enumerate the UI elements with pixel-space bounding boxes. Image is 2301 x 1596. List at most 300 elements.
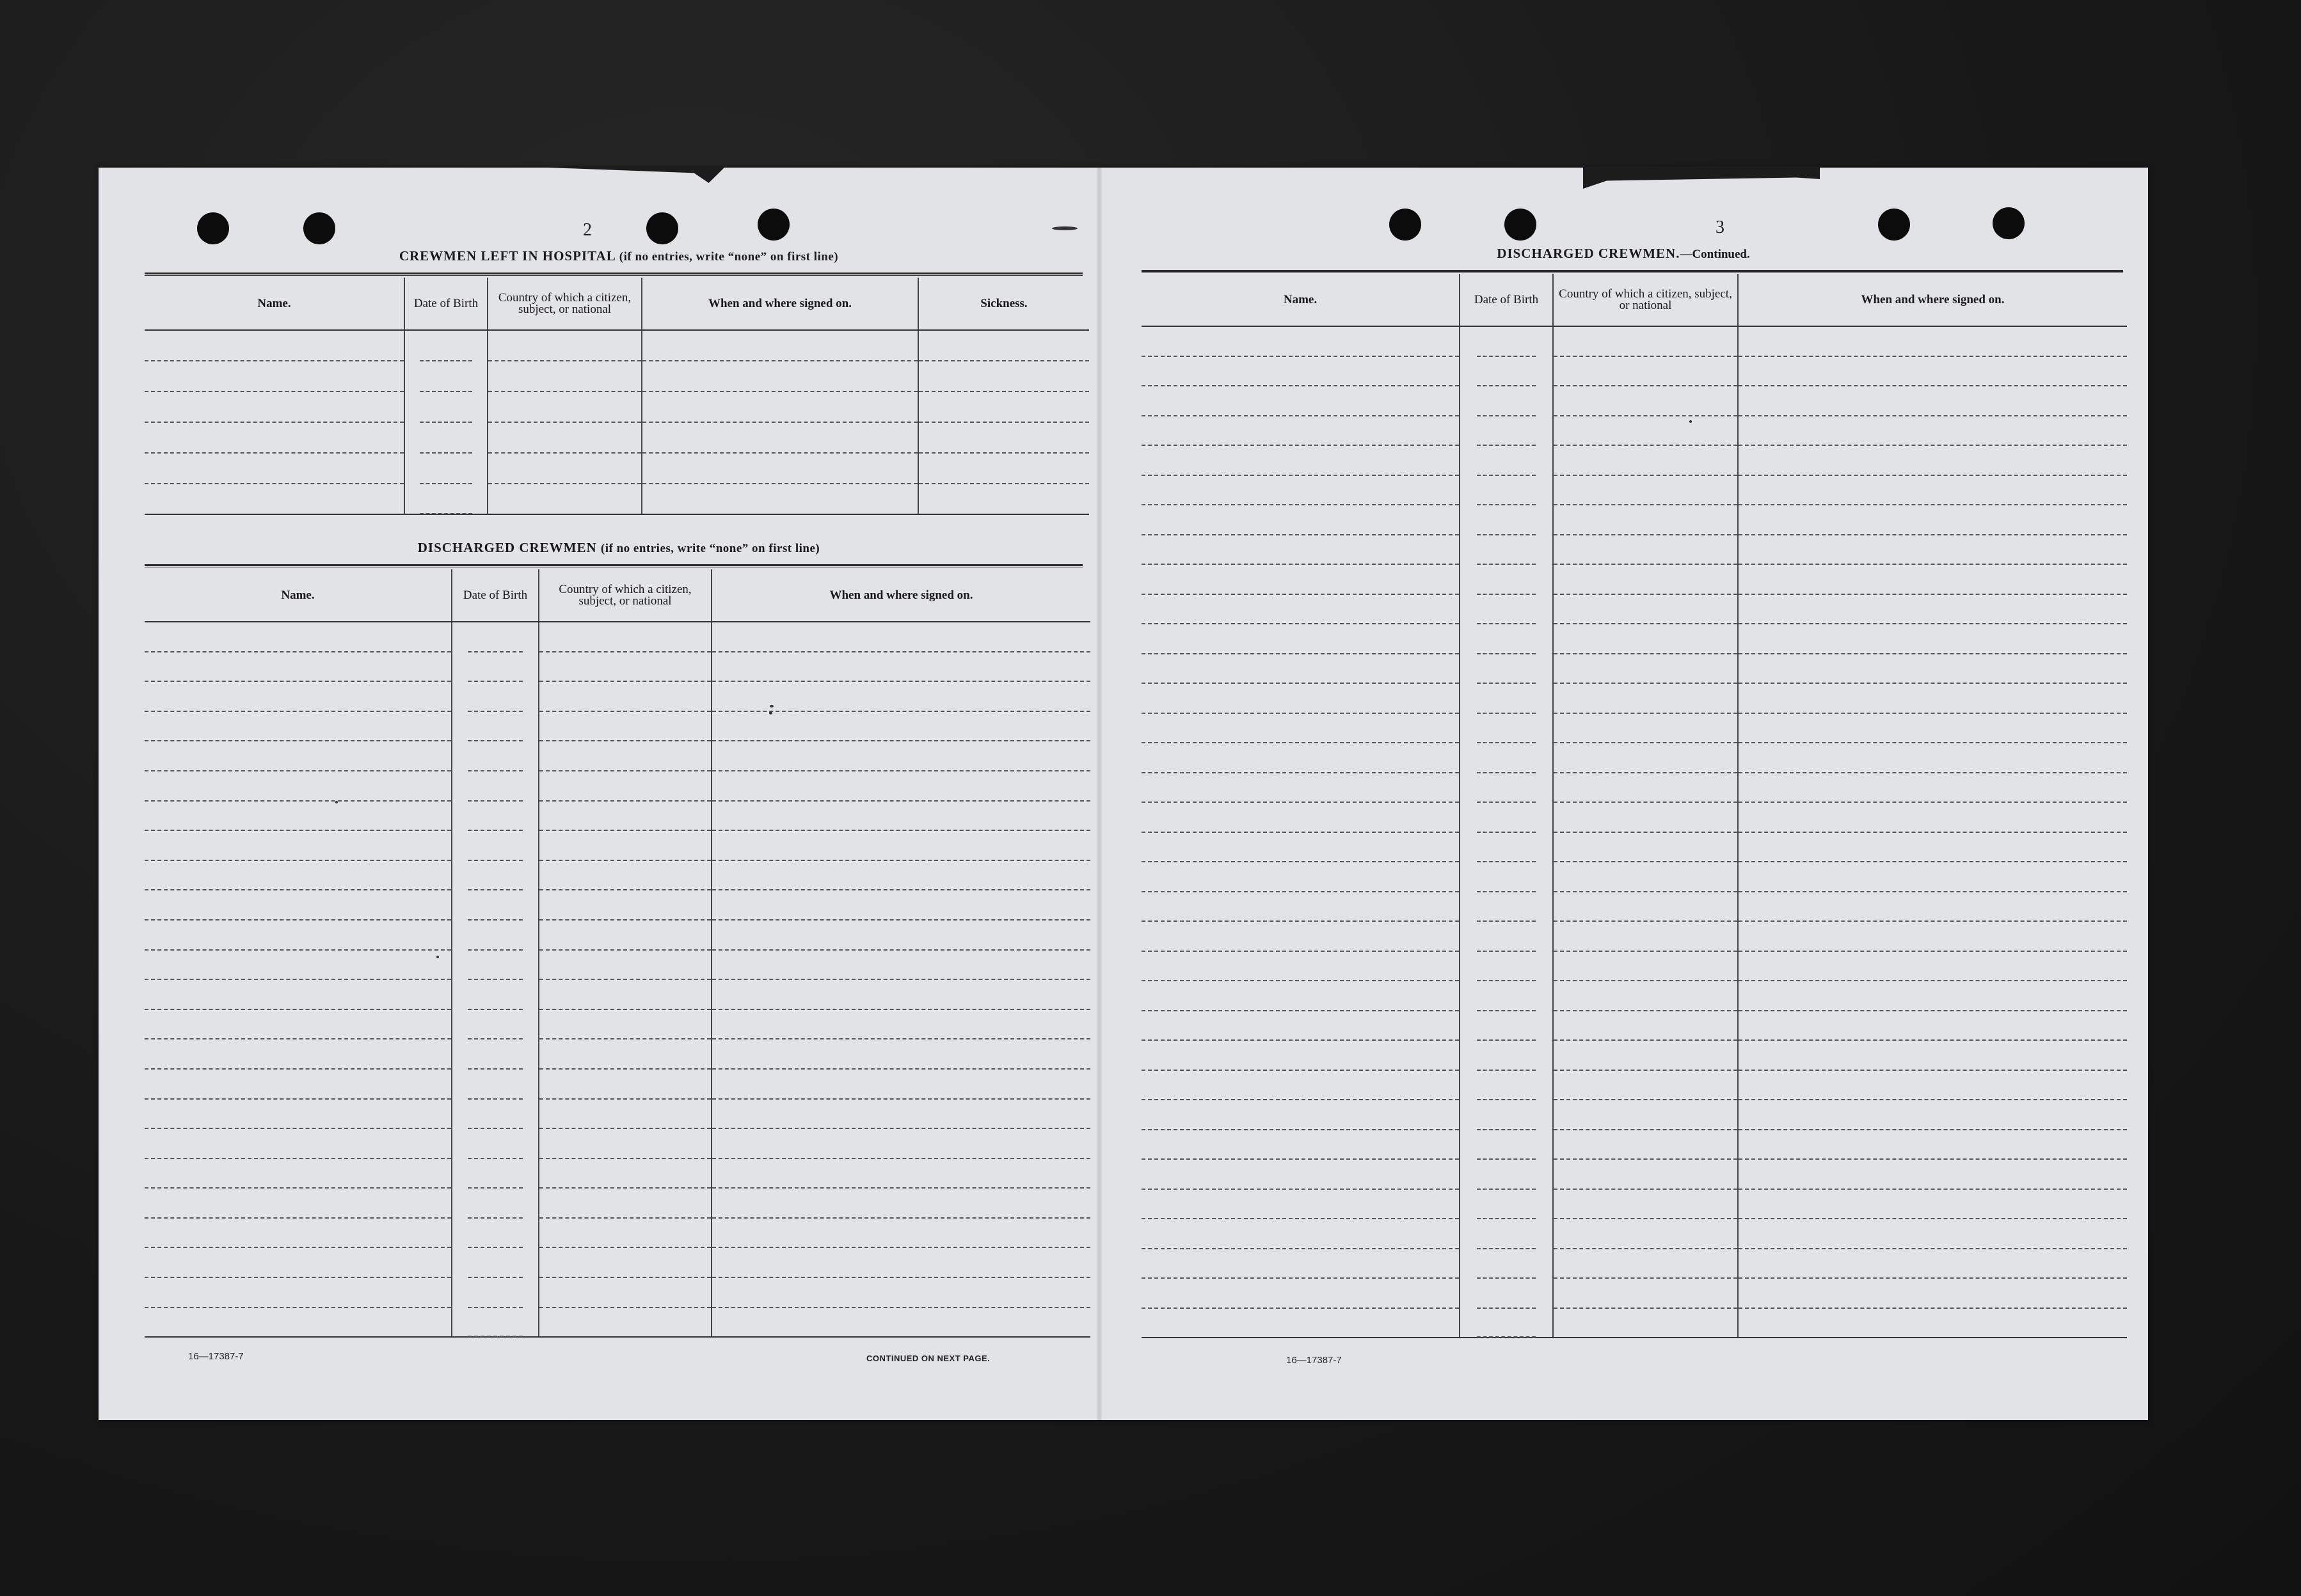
discharged-table <box>145 569 1090 1338</box>
continued-cell[interactable] <box>1142 981 1460 1011</box>
continued-cell[interactable] <box>1460 951 1553 981</box>
continued-cell[interactable] <box>1460 624 1553 654</box>
discharged-cell[interactable] <box>145 979 452 1009</box>
discharged-cell[interactable] <box>712 950 1090 980</box>
continued-cell[interactable] <box>1553 624 1738 654</box>
continued-cell[interactable] <box>1553 1159 1738 1189</box>
discharged-col-dob: Date of Birth <box>452 569 539 622</box>
continued-cell[interactable] <box>1460 1011 1553 1041</box>
hospital-cell[interactable] <box>145 453 404 484</box>
continued-cell[interactable] <box>1553 743 1738 773</box>
discharged-cell[interactable] <box>712 979 1090 1009</box>
hospital-cell[interactable] <box>918 330 1089 361</box>
discharged-cell[interactable] <box>712 1128 1090 1158</box>
continued-cell[interactable] <box>1142 802 1460 832</box>
continued-cell[interactable] <box>1738 594 2127 624</box>
continued-cell[interactable] <box>1738 802 2127 832</box>
discharged-cell[interactable] <box>145 1099 452 1129</box>
continued-cell[interactable] <box>1142 892 1460 922</box>
continued-cell[interactable] <box>1142 862 1460 892</box>
discharged-cell[interactable] <box>712 1009 1090 1039</box>
discharged-cell[interactable] <box>145 1128 452 1158</box>
hospital-title-rule <box>145 273 1083 276</box>
hospital-cell[interactable] <box>488 422 642 453</box>
discharged-cell[interactable] <box>712 711 1090 741</box>
discharged-cell[interactable] <box>452 1158 539 1189</box>
discharged-cell[interactable] <box>145 681 452 711</box>
continued-cell[interactable] <box>1553 1070 1738 1100</box>
hospital-cell[interactable] <box>642 391 918 422</box>
continued-cell[interactable] <box>1142 326 1460 356</box>
discharged-cell[interactable] <box>712 771 1090 801</box>
discharged-continued-label: —Continued. <box>1680 248 1750 261</box>
discharged-cell[interactable] <box>452 920 539 950</box>
continued-cell[interactable] <box>1460 356 1553 386</box>
scan-speck <box>436 956 439 958</box>
continued-cell[interactable] <box>1738 862 2127 892</box>
continued-cell[interactable] <box>1460 594 1553 624</box>
hospital-cell[interactable] <box>404 453 488 484</box>
discharged-cell[interactable] <box>712 681 1090 711</box>
continued-cell[interactable] <box>1142 1308 1460 1338</box>
continued-cell[interactable] <box>1460 1070 1553 1100</box>
hospital-cell[interactable] <box>642 484 918 514</box>
discharged-cell[interactable] <box>145 801 452 831</box>
discharged-cell[interactable] <box>145 860 452 890</box>
continued-cell[interactable] <box>1738 386 2127 416</box>
discharged-cell[interactable] <box>452 860 539 890</box>
continued-cell[interactable] <box>1553 1278 1738 1308</box>
continued-cell[interactable] <box>1738 445 2127 475</box>
continued-cell[interactable] <box>1738 624 2127 654</box>
discharged-cell[interactable] <box>539 801 712 831</box>
continued-cell[interactable] <box>1738 1100 2127 1130</box>
page-number: 2 <box>583 220 592 240</box>
continued-cell[interactable] <box>1142 1070 1460 1100</box>
discharged-cell[interactable] <box>712 1069 1090 1099</box>
discharged-cell[interactable] <box>145 1188 452 1218</box>
continued-cell[interactable] <box>1142 356 1460 386</box>
discharged-cell[interactable] <box>145 920 452 950</box>
continued-cell[interactable] <box>1460 713 1553 743</box>
continued-cell[interactable] <box>1738 535 2127 565</box>
continued-cell[interactable] <box>1738 1219 2127 1249</box>
hospital-cell[interactable] <box>404 422 488 453</box>
discharged-cell[interactable] <box>145 890 452 920</box>
discharged-cell[interactable] <box>145 1308 452 1338</box>
hospital-cell[interactable] <box>145 330 404 361</box>
discharged-cell[interactable] <box>539 1188 712 1218</box>
continued-cell[interactable] <box>1553 1100 1738 1130</box>
discharged-cell[interactable] <box>452 1099 539 1129</box>
discharged-cell[interactable] <box>145 830 452 860</box>
discharged-cell[interactable] <box>145 1069 452 1099</box>
discharged-cell[interactable] <box>145 1247 452 1277</box>
continued-cell[interactable] <box>1553 1189 1738 1219</box>
discharged-cell[interactable] <box>539 1128 712 1158</box>
discharged-cell[interactable] <box>712 652 1090 682</box>
hospital-cell[interactable] <box>145 361 404 391</box>
discharged-cell[interactable] <box>452 1069 539 1099</box>
discharged-cell[interactable] <box>539 1039 712 1069</box>
discharged-title-text: DISCHARGED CREWMEN <box>417 540 597 555</box>
hospital-table <box>145 278 1089 515</box>
continued-cell[interactable] <box>1553 416 1738 446</box>
hospital-cell[interactable] <box>488 453 642 484</box>
continued-cell[interactable] <box>1738 475 2127 505</box>
discharged-continued-table <box>1142 274 2127 1338</box>
form-spread <box>99 168 2148 1420</box>
continued-cell[interactable] <box>1738 654 2127 684</box>
continued-cell[interactable] <box>1142 445 1460 475</box>
continued-cell[interactable] <box>1460 683 1553 713</box>
continued-cell[interactable] <box>1460 1189 1553 1219</box>
continued-cell[interactable] <box>1460 416 1553 446</box>
discharged-cell[interactable] <box>539 652 712 682</box>
discharged-cell[interactable] <box>539 1218 712 1248</box>
scan-speck <box>1052 226 1078 230</box>
continued-cell[interactable] <box>1460 535 1553 565</box>
discharged-cell[interactable] <box>145 771 452 801</box>
continued-cell[interactable] <box>1738 892 2127 922</box>
continued-cell[interactable] <box>1142 475 1460 505</box>
continued-cell[interactable] <box>1553 892 1738 922</box>
continued-cell[interactable] <box>1738 981 2127 1011</box>
continued-cell[interactable] <box>1553 356 1738 386</box>
discharged-cell[interactable] <box>539 920 712 950</box>
continued-cell[interactable] <box>1142 594 1460 624</box>
form-code: 16—17387-7 <box>188 1351 244 1362</box>
continued-cell[interactable] <box>1460 1040 1553 1070</box>
continued-cell[interactable] <box>1142 743 1460 773</box>
continued-cell[interactable] <box>1142 386 1460 416</box>
discharged-cell[interactable] <box>712 1277 1090 1308</box>
continued-cell[interactable] <box>1460 475 1553 505</box>
discharged-cell[interactable] <box>712 1247 1090 1277</box>
discharged-cell[interactable] <box>452 1039 539 1069</box>
continued-cell[interactable] <box>1553 386 1738 416</box>
continued-cell[interactable] <box>1553 981 1738 1011</box>
hospital-cell[interactable] <box>404 391 488 422</box>
discharged-cell[interactable] <box>712 622 1090 652</box>
discharged-cell[interactable] <box>539 771 712 801</box>
continued-cell[interactable] <box>1142 1011 1460 1041</box>
hospital-cell[interactable] <box>642 361 918 391</box>
hospital-cell[interactable] <box>404 484 488 514</box>
continued-cell[interactable] <box>1142 951 1460 981</box>
hospital-col-sickness: Sickness. <box>918 278 1089 330</box>
continued-cell[interactable] <box>1460 832 1553 862</box>
discharged-cell[interactable] <box>145 1009 452 1039</box>
continued-cell[interactable] <box>1460 921 1553 951</box>
discharged-cell[interactable] <box>539 890 712 920</box>
continued-cell[interactable] <box>1460 802 1553 832</box>
discharged-cell[interactable] <box>712 1158 1090 1189</box>
discharged-title-note: (if no entries, write “none” on first line) <box>600 542 820 555</box>
continued-cell[interactable] <box>1460 862 1553 892</box>
continued-cell[interactable] <box>1142 1278 1460 1308</box>
hospital-col-dob: Date of Birth <box>404 278 488 330</box>
continued-cell[interactable] <box>1738 1249 2127 1279</box>
discharged-cell[interactable] <box>539 1009 712 1039</box>
hospital-section-title <box>148 248 1089 264</box>
continued-cell[interactable] <box>1553 654 1738 684</box>
hospital-cell[interactable] <box>642 330 918 361</box>
discharged-cell[interactable] <box>539 1099 712 1129</box>
continued-cell[interactable] <box>1460 1219 1553 1249</box>
discharged-cell[interactable] <box>452 711 539 741</box>
hospital-cell[interactable] <box>145 484 404 514</box>
continued-cell[interactable] <box>1738 1159 2127 1189</box>
continued-cell[interactable] <box>1553 475 1738 505</box>
continued-cell[interactable] <box>1460 654 1553 684</box>
discharged-cell[interactable] <box>539 681 712 711</box>
discharged-continued-rule <box>1142 270 2123 273</box>
continued-cell[interactable] <box>1460 743 1553 773</box>
hospital-cell[interactable] <box>488 361 642 391</box>
continued-cell[interactable] <box>1553 1130 1738 1160</box>
continued-cell[interactable] <box>1738 832 2127 862</box>
continued-cell[interactable] <box>1738 1189 2127 1219</box>
discharged-cell[interactable] <box>539 1158 712 1189</box>
discharged-cell[interactable] <box>145 622 452 652</box>
discharged-col-name: Name. <box>145 569 452 622</box>
continued-cell[interactable] <box>1142 1159 1460 1189</box>
discharged-cell[interactable] <box>712 1218 1090 1248</box>
continued-cell[interactable] <box>1142 624 1460 654</box>
hospital-cell[interactable] <box>404 361 488 391</box>
hospital-title-text: CREWMEN LEFT IN HOSPITAL <box>399 248 616 264</box>
discharged-cell[interactable] <box>452 1188 539 1218</box>
continued-cell[interactable] <box>1460 1100 1553 1130</box>
continued-cell[interactable] <box>1142 1249 1460 1279</box>
discharged-cell[interactable] <box>539 741 712 771</box>
continued-cell[interactable] <box>1142 773 1460 803</box>
continued-cell[interactable] <box>1460 564 1553 594</box>
continued-cell[interactable] <box>1460 326 1553 356</box>
continued-cell[interactable] <box>1142 832 1460 862</box>
discharged-cell[interactable] <box>452 1128 539 1158</box>
discharged-col-country: Country of which a citizen, subject, or national <box>539 569 712 622</box>
continued-cell[interactable] <box>1460 505 1553 535</box>
hospital-cell[interactable] <box>488 330 642 361</box>
continued-cell[interactable] <box>1142 416 1460 446</box>
continued-cell[interactable] <box>1142 1219 1460 1249</box>
continued-cell[interactable] <box>1738 1308 2127 1338</box>
discharged-col-signed-on: When and where signed on. <box>712 569 1090 622</box>
discharged-cell[interactable] <box>145 711 452 741</box>
discharged-cell[interactable] <box>452 979 539 1009</box>
hospital-cell[interactable] <box>642 422 918 453</box>
discharged-cell[interactable] <box>539 711 712 741</box>
continued-cell[interactable] <box>1738 416 2127 446</box>
hospital-cell[interactable] <box>918 484 1089 514</box>
continued-cell[interactable] <box>1142 1040 1460 1070</box>
discharged-cell[interactable] <box>539 830 712 860</box>
continued-cell[interactable] <box>1460 1278 1553 1308</box>
discharged-section-title <box>148 540 1089 556</box>
hospital-cell[interactable] <box>145 391 404 422</box>
continued-cell[interactable] <box>1738 1040 2127 1070</box>
continued-cell[interactable] <box>1553 326 1738 356</box>
discharged-cell[interactable] <box>452 681 539 711</box>
discharged-cell[interactable] <box>712 890 1090 920</box>
continued-cell[interactable] <box>1142 505 1460 535</box>
discharged-cell[interactable] <box>452 890 539 920</box>
discharged-cell[interactable] <box>539 979 712 1009</box>
discharged-cell[interactable] <box>539 1247 712 1277</box>
discharged-cell[interactable] <box>145 950 452 980</box>
hospital-cell[interactable] <box>918 391 1089 422</box>
continued-cell[interactable] <box>1460 892 1553 922</box>
continued-cell[interactable] <box>1738 505 2127 535</box>
continued-cell[interactable] <box>1553 1249 1738 1279</box>
continued-cell[interactable] <box>1142 1189 1460 1219</box>
discharged-cell[interactable] <box>712 1039 1090 1069</box>
center-fold <box>1097 168 1102 1420</box>
continued-cell[interactable] <box>1553 445 1738 475</box>
continued-cell[interactable] <box>1460 386 1553 416</box>
left-page <box>99 168 1097 1420</box>
discharged-cell[interactable] <box>539 1277 712 1308</box>
discharged-cell[interactable] <box>712 920 1090 950</box>
continued-cell[interactable] <box>1738 921 2127 951</box>
discharged-cell[interactable] <box>452 1308 539 1338</box>
discharged-cell[interactable] <box>539 860 712 890</box>
continued-col-signed-on: When and where signed on. <box>1738 274 2127 326</box>
scan-speck <box>769 711 772 715</box>
discharged-cell[interactable] <box>539 950 712 980</box>
hospital-cell[interactable] <box>918 422 1089 453</box>
discharged-cell[interactable] <box>452 1009 539 1039</box>
hospital-cell[interactable] <box>642 453 918 484</box>
discharged-cell[interactable] <box>452 801 539 831</box>
discharged-cell[interactable] <box>452 1277 539 1308</box>
continued-cell[interactable] <box>1553 951 1738 981</box>
continued-col-country: Country of which a citizen, subject, or national <box>1553 274 1738 326</box>
continued-cell[interactable] <box>1142 654 1460 684</box>
continued-cell[interactable] <box>1738 326 2127 356</box>
discharged-cell[interactable] <box>145 1158 452 1189</box>
hospital-col-signed-on: When and where signed on. <box>642 278 918 330</box>
discharged-cell[interactable] <box>452 1218 539 1248</box>
continued-cell[interactable] <box>1553 921 1738 951</box>
continued-cell[interactable] <box>1553 505 1738 535</box>
discharged-cell[interactable] <box>452 741 539 771</box>
hospital-cell[interactable] <box>145 422 404 453</box>
continued-cell[interactable] <box>1142 1130 1460 1160</box>
continued-cell[interactable] <box>1553 1040 1738 1070</box>
discharged-cell[interactable] <box>145 1039 452 1069</box>
continued-cell[interactable] <box>1142 564 1460 594</box>
continued-cell[interactable] <box>1553 802 1738 832</box>
discharged-cell[interactable] <box>452 771 539 801</box>
continued-cell[interactable] <box>1460 1159 1553 1189</box>
continued-cell[interactable] <box>1553 1219 1738 1249</box>
continued-cell[interactable] <box>1738 773 2127 803</box>
continued-cell[interactable] <box>1553 594 1738 624</box>
continued-note: CONTINUED ON NEXT PAGE. <box>866 1354 991 1363</box>
continued-cell[interactable] <box>1738 743 2127 773</box>
discharged-cell[interactable] <box>712 860 1090 890</box>
continued-cell[interactable] <box>1738 683 2127 713</box>
continued-cell[interactable] <box>1738 1278 2127 1308</box>
continued-cell[interactable] <box>1738 713 2127 743</box>
continued-cell[interactable] <box>1553 832 1738 862</box>
hospital-cell[interactable] <box>488 484 642 514</box>
continued-cell[interactable] <box>1553 1308 1738 1338</box>
continued-cell[interactable] <box>1142 535 1460 565</box>
hospital-cell[interactable] <box>488 391 642 422</box>
continued-cell[interactable] <box>1738 1130 2127 1160</box>
continued-cell[interactable] <box>1553 862 1738 892</box>
discharged-cell[interactable] <box>452 622 539 652</box>
hospital-cell[interactable] <box>918 453 1089 484</box>
discharged-cell[interactable] <box>145 741 452 771</box>
continued-cell[interactable] <box>1553 535 1738 565</box>
right-page <box>1102 168 2148 1420</box>
continued-cell[interactable] <box>1553 773 1738 803</box>
discharged-cell[interactable] <box>452 830 539 860</box>
continued-cell[interactable] <box>1738 1011 2127 1041</box>
continued-cell[interactable] <box>1142 921 1460 951</box>
hospital-title-note: (if no entries, write “none” on first line) <box>619 250 839 264</box>
continued-cell[interactable] <box>1738 356 2127 386</box>
continued-cell[interactable] <box>1738 564 2127 594</box>
discharged-cell[interactable] <box>712 1308 1090 1338</box>
discharged-cell[interactable] <box>712 1188 1090 1218</box>
continued-cell[interactable] <box>1738 951 2127 981</box>
discharged-cell[interactable] <box>539 1069 712 1099</box>
discharged-cell[interactable] <box>712 741 1090 771</box>
continued-cell[interactable] <box>1553 713 1738 743</box>
discharged-cell[interactable] <box>452 1247 539 1277</box>
discharged-cell[interactable] <box>539 622 712 652</box>
continued-cell[interactable] <box>1460 1130 1553 1160</box>
discharged-cell[interactable] <box>712 801 1090 831</box>
continued-cell[interactable] <box>1553 683 1738 713</box>
scan-speck <box>1689 420 1692 423</box>
form-code: 16—17387-7 <box>1286 1355 1342 1366</box>
continued-col-dob: Date of Birth <box>1460 274 1553 326</box>
hospital-col-country: Country of which a citizen, subject, or national <box>488 278 642 330</box>
discharged-cell[interactable] <box>712 1099 1090 1129</box>
hospital-cell[interactable] <box>404 330 488 361</box>
continued-cell[interactable] <box>1142 683 1460 713</box>
continued-cell[interactable] <box>1460 1308 1553 1338</box>
hospital-cell[interactable] <box>918 361 1089 391</box>
discharged-continued-title-text: DISCHARGED CREWMEN. <box>1497 246 1680 261</box>
continued-cell[interactable] <box>1738 1070 2127 1100</box>
discharged-cell[interactable] <box>452 652 539 682</box>
discharged-cell[interactable] <box>539 1308 712 1338</box>
discharged-cell[interactable] <box>145 1218 452 1248</box>
continued-cell[interactable] <box>1460 1249 1553 1279</box>
discharged-cell[interactable] <box>145 1277 452 1308</box>
continued-cell[interactable] <box>1142 713 1460 743</box>
continued-cell[interactable] <box>1142 1100 1460 1130</box>
discharged-cell[interactable] <box>452 950 539 980</box>
continued-cell[interactable] <box>1553 564 1738 594</box>
scan-speck <box>335 801 338 803</box>
discharged-cell[interactable] <box>712 830 1090 860</box>
hospital-col-name: Name. <box>145 278 404 330</box>
continued-cell[interactable] <box>1460 981 1553 1011</box>
continued-cell[interactable] <box>1553 1011 1738 1041</box>
continued-cell[interactable] <box>1460 773 1553 803</box>
continued-cell[interactable] <box>1460 445 1553 475</box>
discharged-cell[interactable] <box>145 652 452 682</box>
